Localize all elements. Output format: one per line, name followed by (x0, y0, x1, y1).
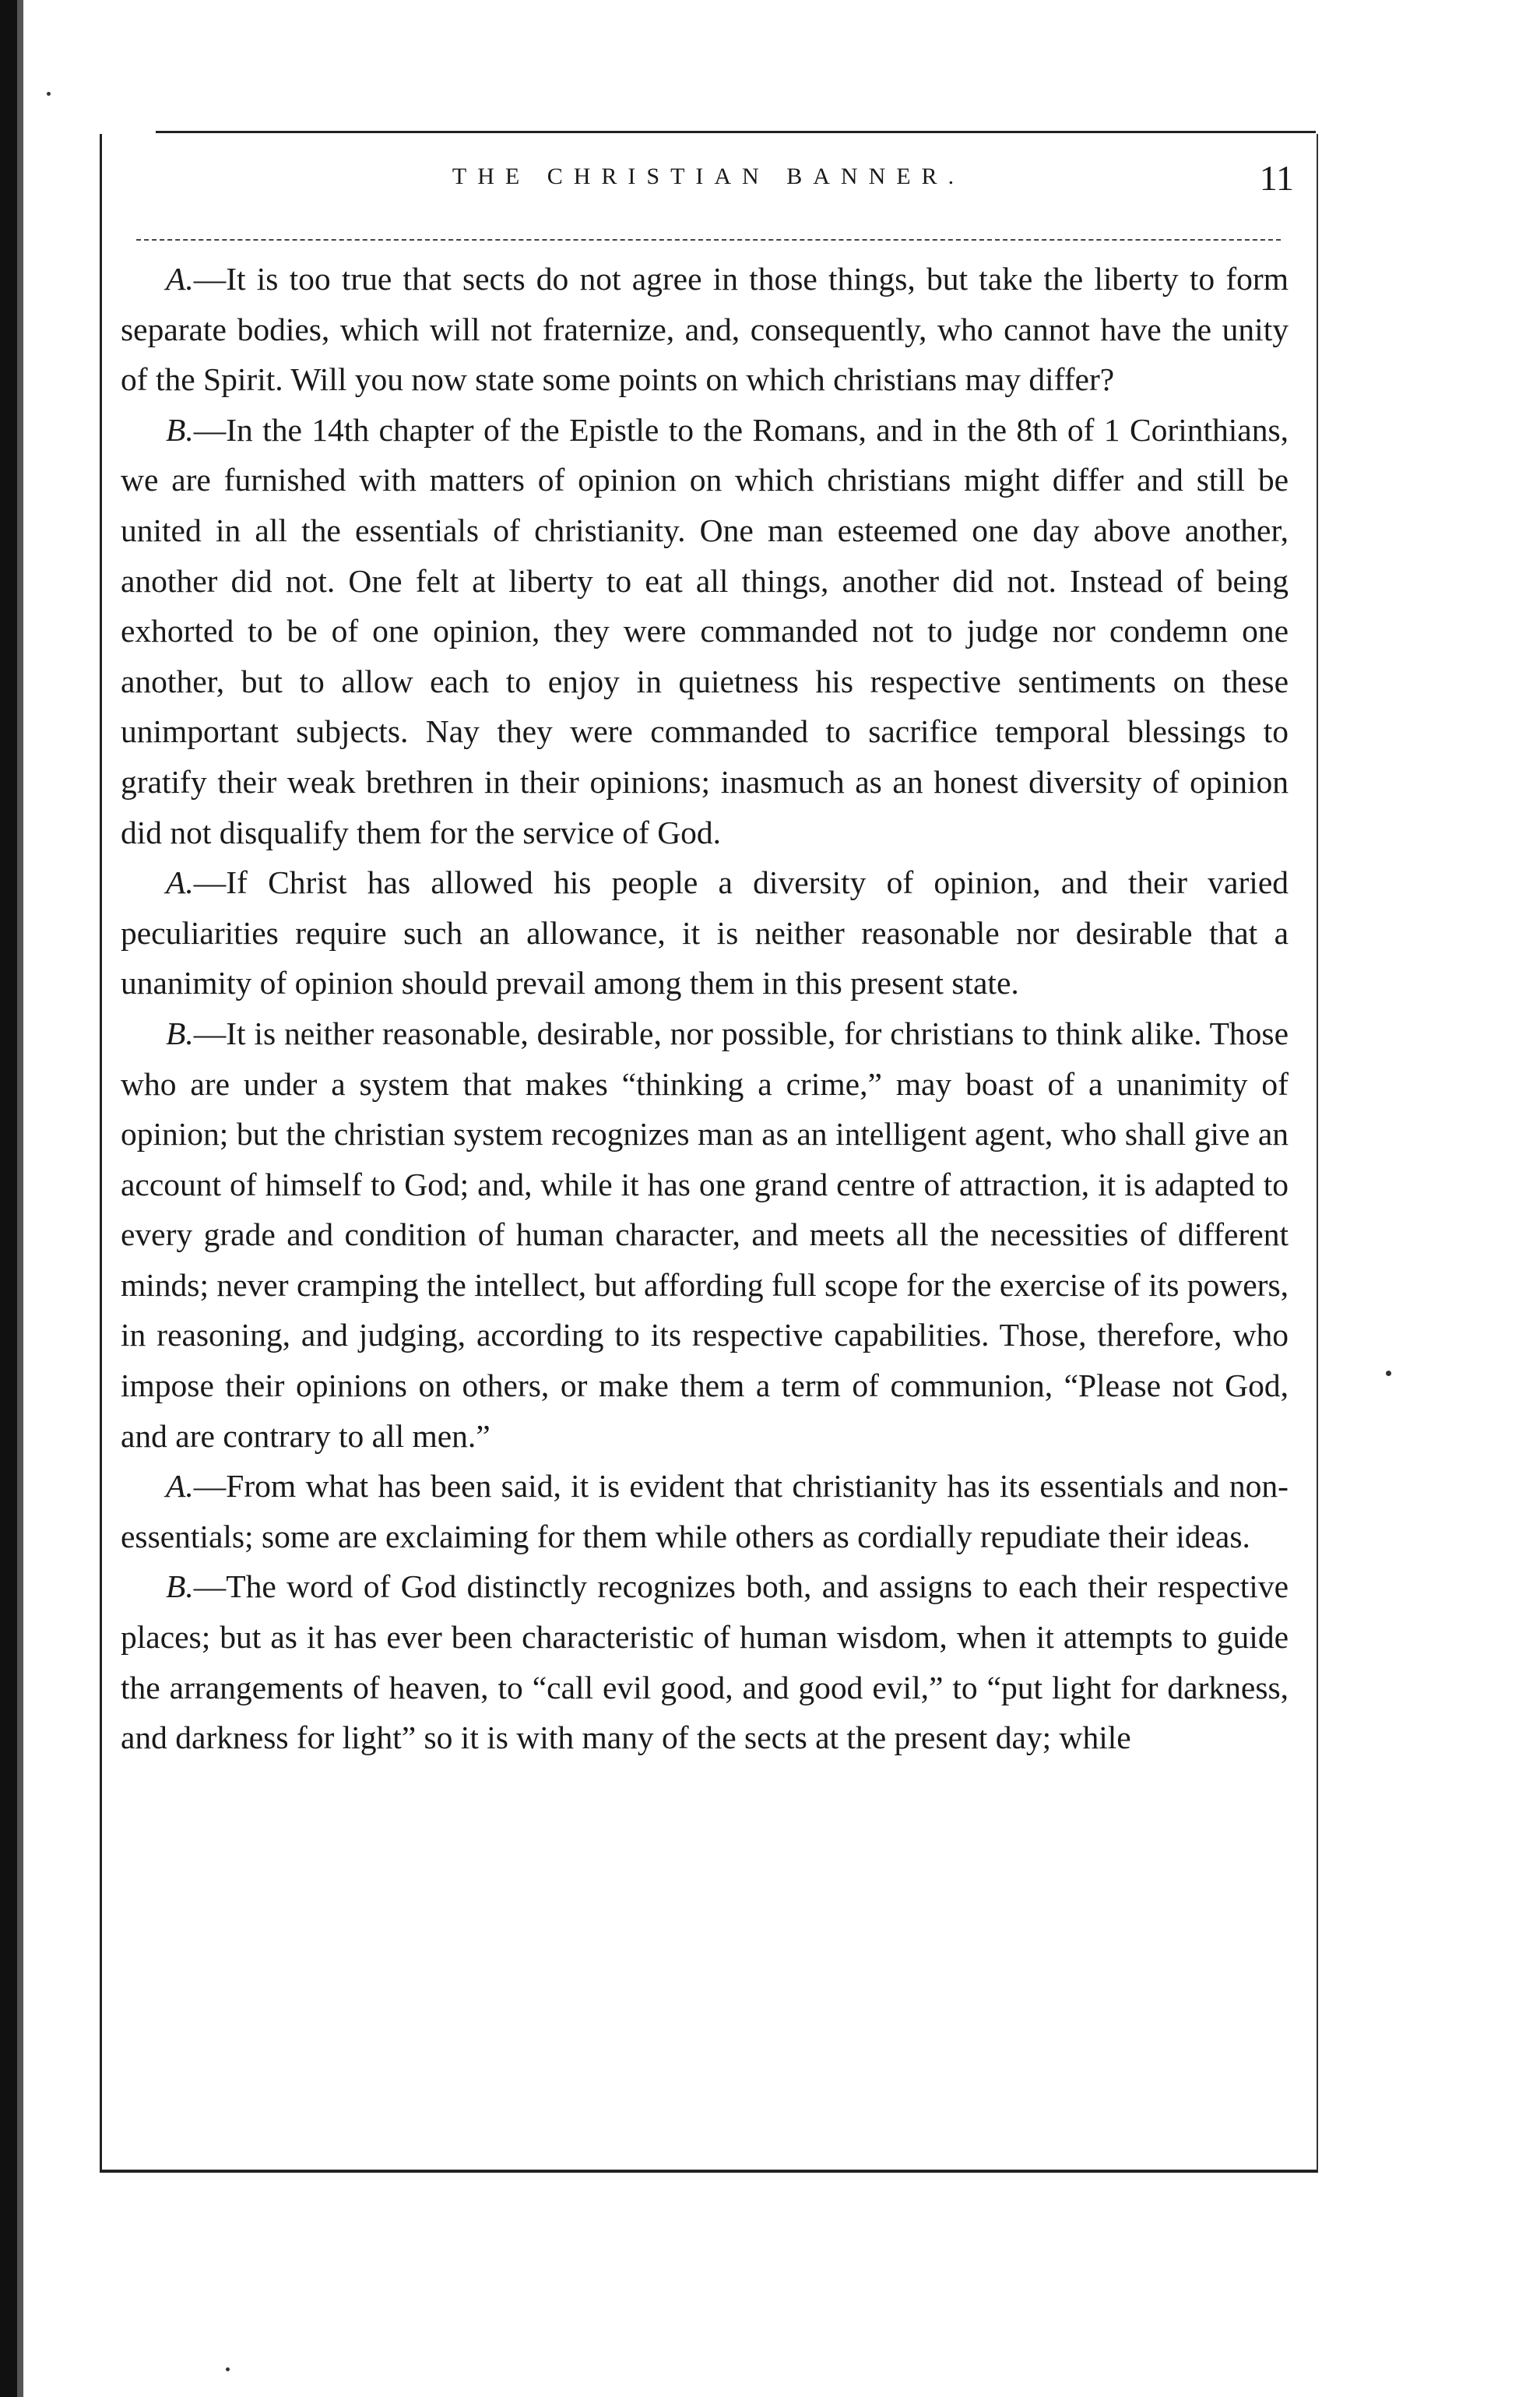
running-title: THE CHRISTIAN BANNER. (452, 164, 965, 189)
speaker-label: A. (166, 261, 194, 297)
paragraph-text: —In the 14th chapter of the Epistle to the Romans, and in the 8th of 1 Corinthians, we are furnished with matters of opinion on which christians might differ and still be united in all the essentials of christianity. One man esteemed one day above another, another did not. One felt at liberty to eat all things, another did not. Instead of being exhorted to be of one opinion, they were commanded not to judge nor condemn one another, but to allow each to enjoy in quietness his respective sentiments on these unimportant subjects. Nay they were commanded to sacrifice temporal blessings to gratify their weak brethren in their opinions; inasmuch as an honest diversity of opinion did not disqualify them for the service of God. (121, 411, 1289, 850)
speaker-label: B. (166, 1568, 194, 1605)
paragraph (121, 405, 1289, 857)
paragraph-text: —It is neither reasonable, desirable, nor possible, for christians to think alike. Those who are under a system that makes “thinking a crime,” may boast of a unanimity of opinion; but the christian system recognizes man as an intelligent agent, who shall give an account of himself to God; and, while it has one grand centre of attraction, it is adapted to every grade and condition of human character, and meets all the necessities of different minds; never cramping the intellect, but affording full scope for the exercise of its powers, in reasoning, and judging, according to its respective capabilities. Those, therefore, who impose their opinions on others, or make them a term of communion, “Please not God, and are contrary to all men.” (121, 1015, 1289, 1454)
paragraph-text: —The word of God distinctly recognizes both, and assigns to each their respective places; but as it has ever been characteristic of human wisdom, when it attempts to guide the arrangements of heaven, to “call evil good, and good evil,” to “put light for darkness, and darkness for light” so it is with many of the sects at the present day; while (121, 1568, 1289, 1756)
speaker-label: A. (166, 1468, 194, 1505)
paragraph (121, 1008, 1289, 1461)
top-rule (156, 131, 1316, 133)
text-body (121, 254, 1289, 1763)
paragraph (121, 254, 1289, 405)
speaker-label: B. (166, 1015, 194, 1051)
paragraph-text: —It is too true that sects do not agree in those things, but take the liberty to form separate bodies, which will not fraternize, and, consequently, who cannot have the unity of the Spirit. Will you now state some points on which christians may differ? (121, 261, 1289, 398)
speaker-label: A. (166, 864, 194, 901)
paragraph (121, 1561, 1289, 1762)
stray-mark (1386, 1371, 1391, 1376)
header-rule (136, 239, 1281, 241)
binding-shadow (17, 0, 23, 2397)
paragraph-text: —If Christ has allowed his people a diversity of opinion, and their varied peculiarities require such an allowance, it is neither reasonable nor desirable that a unanimity of opinion should prevail among them in this present state. (121, 864, 1289, 1001)
binding-edge (0, 0, 17, 2397)
stray-mark (47, 92, 51, 96)
page-number: 11 (1259, 158, 1294, 198)
stray-mark (226, 2367, 230, 2371)
paragraph-text: —From what has been said, it is evident that christianity has its essentials and non-essentials; some are exclaiming for them while others as cordially repudiate their ideas. (121, 1468, 1289, 1554)
paragraph (121, 1461, 1289, 1561)
running-head (101, 158, 1316, 210)
speaker-label: B. (166, 411, 194, 448)
paragraph (121, 857, 1289, 1008)
